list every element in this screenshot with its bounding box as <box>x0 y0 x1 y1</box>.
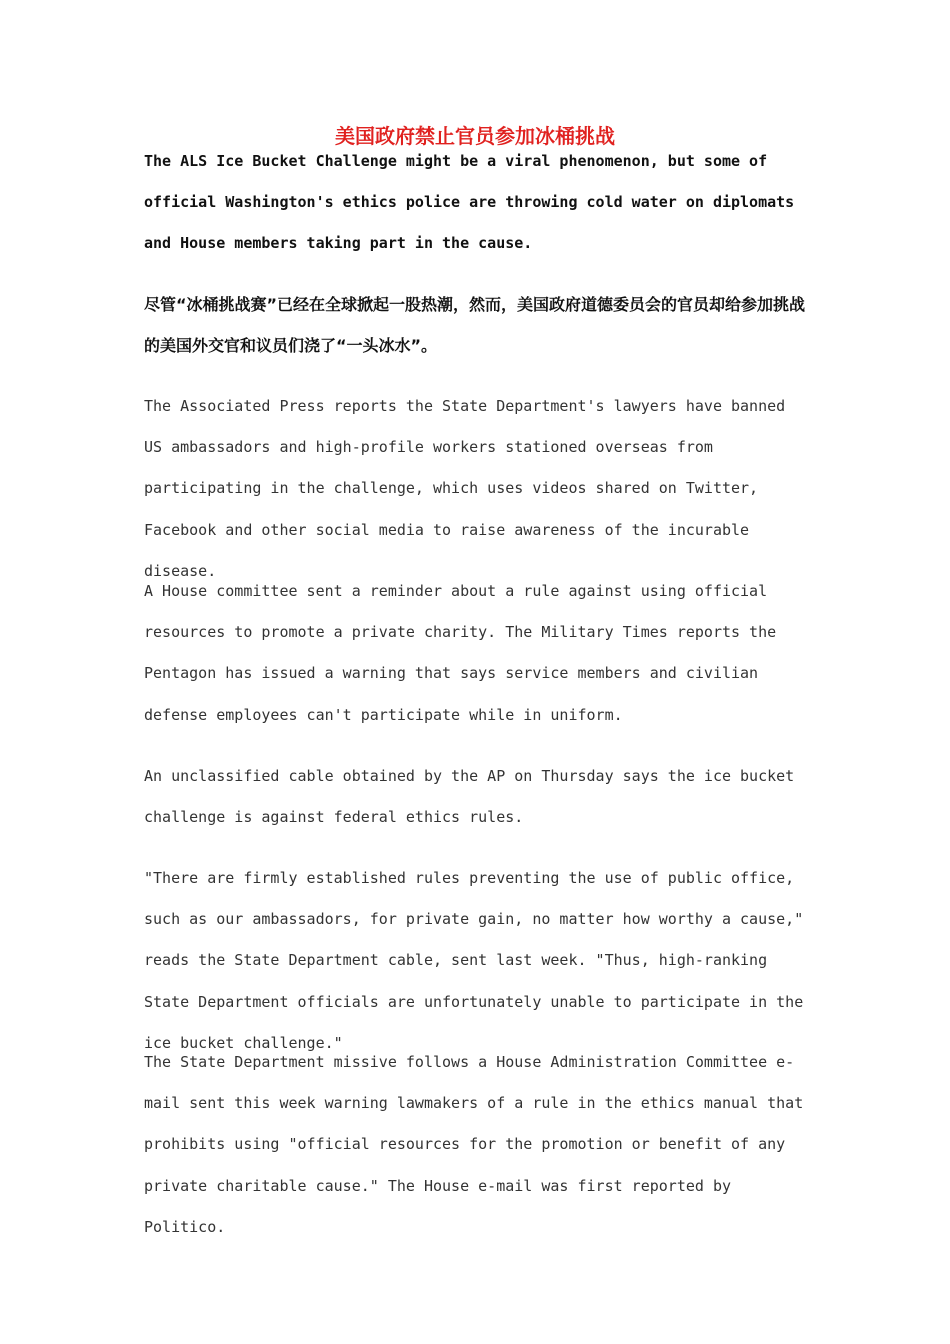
paragraph-quote: "There are firmly established rules preventing the use of public office, such as our ambassadors, for private gain, no matter how worthy a cause," reads the State Department cable, sent last week. "Thus, high-ranking State Department officials are unfortunately unable to participate in the ice bucket challenge." <box>144 869 804 1052</box>
paragraph-intro-chinese: 尽管“冰桶挑战赛”已经在全球掀起一股热潮，然而，美国政府道德委员会的官员却给参加挑战的美国外交官和议员们浇了“一头冰水”。 <box>144 295 806 355</box>
paragraph-body: The State Department missive follows a House Administration Committee e-mail sent this week warning lawmakers of a rule in the ethics manual that prohibits using "official resources for the promotion or benefit of any private charitable cause." The House e-mail was first reported by Politico. <box>144 1053 804 1236</box>
paragraph-body: An unclassified cable obtained by the AP on Thursday says the ice bucket challenge is against federal ethics rules. <box>144 767 795 827</box>
paragraph-body: The Associated Press reports the State Department's lawyers have banned US ambassadors and high-profile workers stationed overseas from participating in the challenge, which uses videos shared on Twitter, Facebook and other social media to raise awareness of the incurable disease. <box>144 397 786 580</box>
paragraph-body: A House committee sent a reminder about a rule against using official resources to promote a private charity. The Military Times reports the Pentagon has issued a warning that says service members and civilian defense employees can't participate while in uniform. <box>144 582 777 724</box>
paragraph-intro-english: The ALS Ice Bucket Challenge might be a viral phenomenon, but some of official Washington's ethics police are throwing cold water on diplomats and House members taking part in the cause. <box>144 152 795 253</box>
page-title: 美国政府禁止官员参加冰桶挑战 <box>335 124 615 148</box>
